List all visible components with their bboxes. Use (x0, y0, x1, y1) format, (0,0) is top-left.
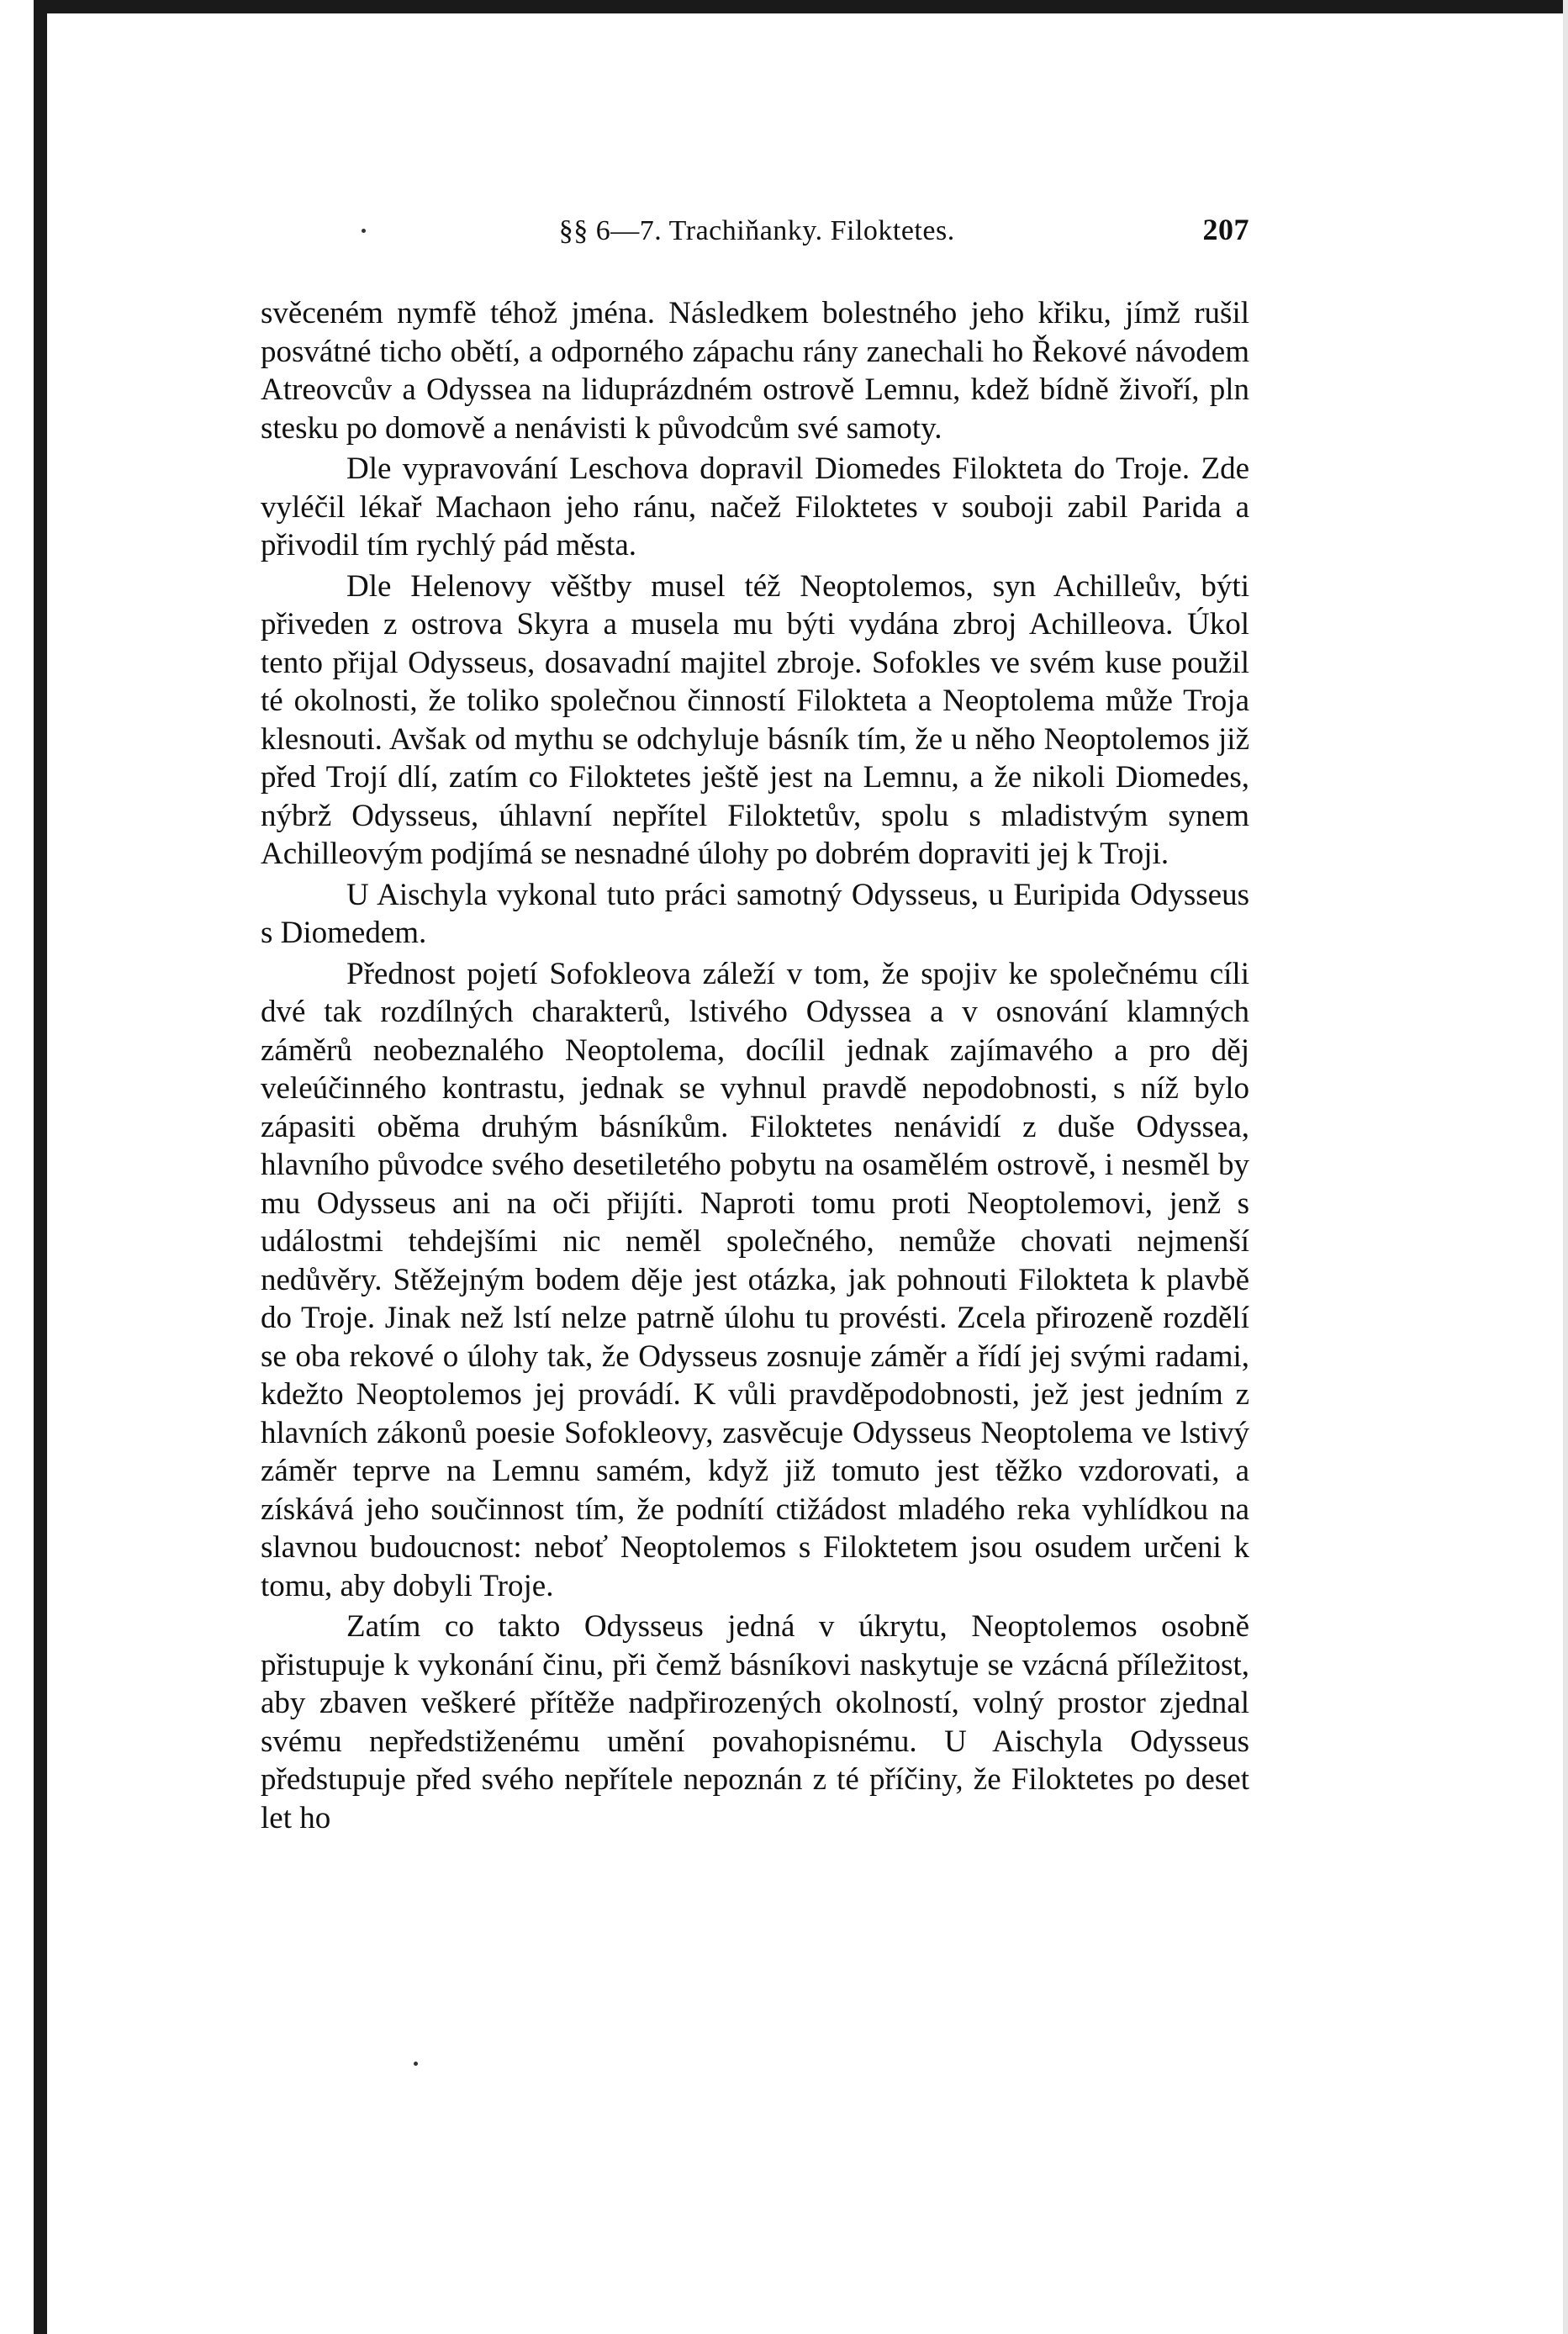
paragraph: Dle vypravování Leschova dopravil Diomedes Filokteta do Troje. Zde vyléčil lékař Machaon jeho ránu, načež Filoktetes v souboji zabil Parida a přivodil tím rychlý pád města. (261, 451, 1249, 562)
paragraph: Přednost pojetí Sofokleova záleží v tom, že spojiv ke společnému cíli dvé tak rozdílných charakterů, lstivého Odyssea a v osnování klamných záměrů neobeznalého Neoptolema, docílil jednak zajímavého a pro děj veleúčinného kontrastu, jednak se vyhnul pravdě nepodobnosti, s níž bylo zápasiti oběma druhým básníkům. Filoktetes nenávidí z duše Odyssea, hlavního původce svého desetiletého pobytu na osamělém ostrově, i nesměl by mu Odysseus ani na oči přijíti. Naproti tomu proti Neoptolemovi, jenž s událostmi tehdejšími nic neměl společného, nemůže chovati nejmenší nedůvěry. Stěžejným bodem děje jest otázka, jak pohnouti Filokteta k plavbě do Troje. Jinak než lstí nelze patrně úlohu tu provésti. Zcela přirozeně rozdělí se oba rekové o úlohy tak, že Odysseus zosnuje záměr a řídí jej svými radami, kdežto Neoptolemos jej provádí. K vůli pravděpodobnosti, jež jest jedním z hlavních zákonů poesie Sofokleovy, zasvěcuje Odysseus Neoptolema ve lstivý záměr teprve na Lemnu samém, když již tomuto jest těžko vzdorovati, a získává jeho součinnost tím, že podnítí ctižádost mladého reka vyhlídkou na slavnou budoucnost: neboť Neoptolemos s Filoktetem jsou osudem určeni k tomu, aby dobyli Troje. (261, 956, 1249, 1603)
running-title: §§ 6—7. Trachiňanky. Filoktetes. (558, 215, 955, 246)
paragraph: Zatím co takto Odysseus jedná v úkrytu, Neoptolemos osobně přistupuje k vykonání činu, při čemž básníkovi naskytuje se vzácná příležitost, aby zbaven veškeré přítěže nadpřirozených okolností, volný prostor zjednal svému nepředstiženému umění povahopisnému. U Aischyla Odysseus předstupuje před svého nepřítele nepoznán z té příčiny, že Filoktetes po deset let ho (261, 1609, 1249, 1835)
paragraph: U Aischyla vykonal tuto práci samotný Odysseus, u Euripida Odysseus s Diomedem. (261, 877, 1249, 950)
paragraph: svěceném nymfě téhož jména. Následkem bolestného jeho křiku, jímž rušil posvátné ticho obětí, a odporného zápachu rány zanechali ho Řekové návodem Atreovcův a Odyssea na liduprázdném ostrově Lemnu, kdež bídně živoří, pln stesku po domově a nenávisti k původcům své samoty. (261, 296, 1249, 446)
scan-border-left (34, 0, 47, 2334)
book-page (261, 212, 1249, 1840)
page-number: 207 (1202, 213, 1249, 246)
stray-mark (414, 2062, 418, 2066)
scan-border-right (1563, 0, 1568, 2334)
paragraph: Dle Helenovy věštby musel též Neoptolemos, syn Achilleův, býti přiveden z ostrova Skyra a musela mu býti vydána zbroj Achilleova. Úkol tento přijal Odysseus, dosavadní majitel zbroje. Sofokles ve svém kuse použil té okolnosti, že toliko společnou činností Filokteta a Neoptolema může Troja klesnouti. Avšak od mythu se odchyluje básník tím, že u něho Neoptolemos již před Trojí dlí, zatím co Filoktetes ještě jest na Lemnu, a že nikoli Diomedes, nýbrž Odysseus, úhlavní nepřítel Filoktetův, spolu s mladistvým synem Achilleovým podjímá se nesnadné úlohy po dobrém dopraviti jej k Troji. (261, 568, 1249, 871)
running-head (261, 212, 1249, 254)
body-text (261, 294, 1249, 1837)
scan-border-top (34, 0, 1568, 13)
